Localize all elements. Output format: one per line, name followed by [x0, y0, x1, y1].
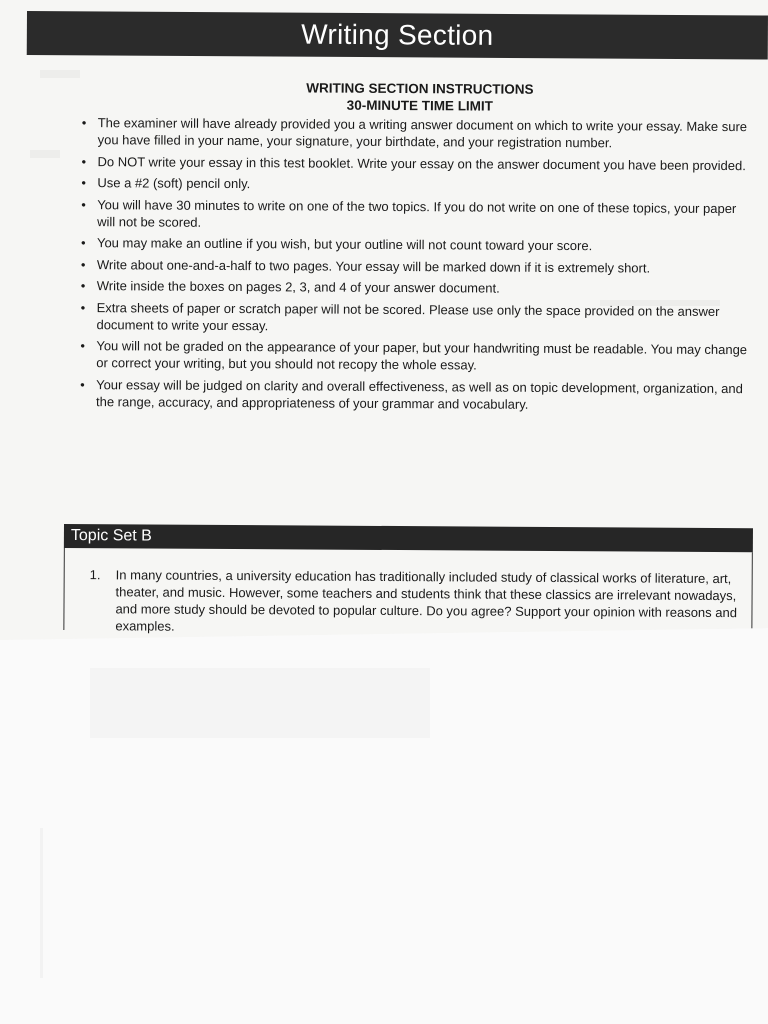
bullet-icon: •	[81, 115, 87, 131]
instructions-list	[68, 114, 750, 414]
topic-set-title: Topic Set B	[64, 524, 753, 552]
section-header-bar	[27, 11, 768, 60]
list-item	[68, 375, 748, 413]
bleed-through-table	[90, 668, 430, 738]
list-item	[68, 298, 748, 336]
bleed-through-text	[40, 70, 80, 78]
list-item-text: You may make an outline if you wish, but your outline will not count toward your score.	[96, 235, 593, 254]
list-item	[69, 195, 749, 233]
instructions-title: WRITING SECTION INSTRUCTIONS	[306, 80, 534, 97]
bullet-icon: •	[80, 235, 86, 251]
list-item-text: Your essay will be judged on clarity and overall effectiveness, as well as on topic development, organization, and the range, accuracy, and appropriateness of your grammar and vocabulary.	[95, 376, 743, 412]
bullet-icon: •	[80, 299, 86, 315]
topic-set-box	[63, 524, 753, 638]
list-item	[69, 255, 749, 276]
instructions-block	[68, 78, 750, 418]
list-item	[69, 234, 749, 255]
list-item	[70, 114, 750, 152]
list-item-text: Write about one-and-a-half to two pages. Your essay will be marked down if it is extremely short.	[96, 256, 651, 276]
list-item	[69, 174, 749, 195]
section-title: Writing Section	[301, 18, 494, 51]
bullet-icon: •	[80, 338, 85, 354]
topic-item	[89, 566, 740, 634]
bleed-through-line	[40, 828, 43, 978]
list-item	[69, 277, 749, 298]
bullet-icon: •	[80, 278, 86, 294]
bullet-icon: •	[81, 196, 86, 212]
list-item-text: The examiner will have already provided you a writing answer document on which to write your essay. Make sure you have filled in your name, your signature, your birthdate, and your registration number.	[97, 115, 748, 151]
list-item-text: You will not be graded on the appearance of your paper, but your handwriting must be readable. You may change or correct your writing, but you should not recopy the whole essay.	[96, 338, 748, 373]
list-item-text: Write inside the boxes on pages 2, 3, and 4 of your answer document.	[96, 278, 500, 296]
bullet-icon: •	[80, 376, 85, 392]
bleed-through-text	[30, 150, 60, 158]
list-item-text: Extra sheets of paper or scratch paper will not be scored. Please use only the space provided on the answer document to write your essay.	[96, 299, 720, 333]
bullet-icon: •	[80, 256, 86, 272]
topic-number: 1.	[89, 567, 101, 583]
bullet-icon: •	[81, 175, 86, 191]
list-item-text: You will have 30 minutes to write on one of the two topics. If you do not write on one of these topics, your paper will not be scored.	[97, 196, 737, 230]
topic-prompt: In many countries, a university education has traditionally included study of classical works of literature, art, theater, and music. However, some teachers and students think that these classics are irrelevant nowadays, and more study should be devoted to popular culture. Do you agree? Support your opinion with reasons and examples.	[115, 567, 738, 634]
list-item-text: Do NOT write your essay in this test booklet. Write your essay on the answer document you have been provided.	[97, 153, 746, 173]
instructions-heading	[90, 78, 750, 116]
bullet-icon: •	[81, 153, 87, 169]
list-item	[68, 337, 748, 375]
list-item	[69, 152, 749, 173]
time-limit-title: 30-MINUTE TIME LIMIT	[346, 97, 494, 114]
list-item-text: Use a #2 (soft) pencil only.	[97, 175, 251, 192]
box-border-left	[63, 548, 65, 630]
overlapping-blank-sheet	[0, 628, 768, 1024]
